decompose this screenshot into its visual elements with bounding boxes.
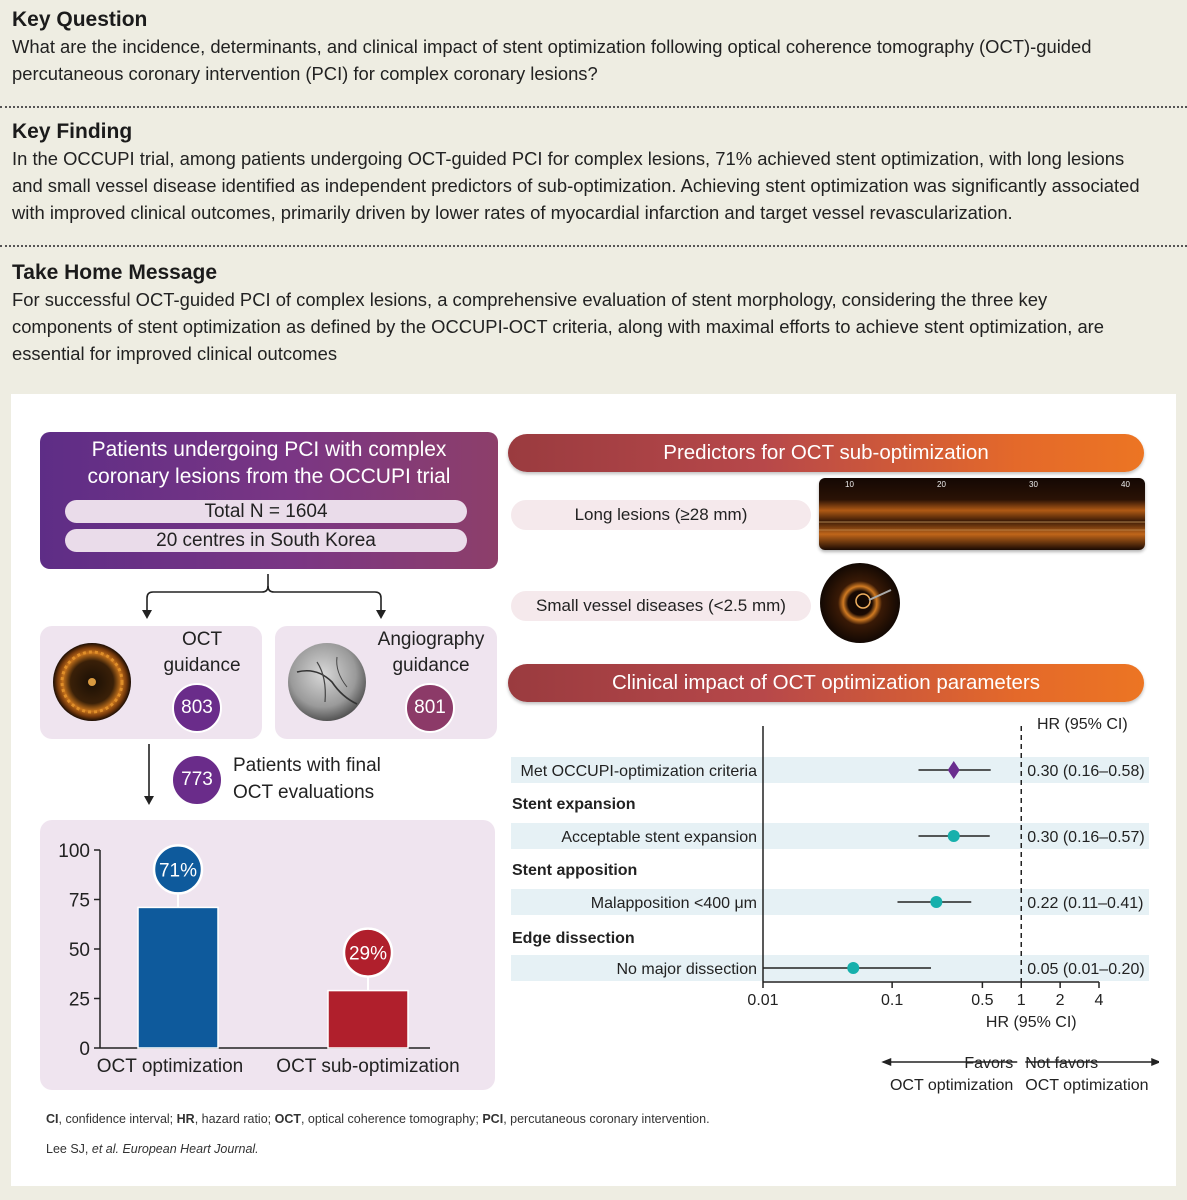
oct-guidance-count: 803: [172, 683, 222, 733]
favors-left-line2: OCT optimization: [889, 1077, 1014, 1094]
long-lesions-pill: Long lesions (≥28 mm): [511, 500, 811, 530]
favors-right-line1: Not favors: [1025, 1055, 1099, 1072]
divider: [0, 245, 1187, 247]
patients-line2: coronary lesions from the OCCUPI trial: [87, 465, 451, 488]
key-question-section: [12, 7, 1177, 87]
long-lesion-oct-image: [819, 478, 1145, 550]
citation: Lee SJ, et al. European Heart Journal.: [46, 1142, 259, 1156]
favors-right-arrowhead: [1151, 1058, 1159, 1066]
x-axis-label: HR (95% CI): [985, 1014, 1077, 1031]
patients-line1: Patients undergoing PCI with complex: [91, 438, 447, 461]
angio-guidance-line2: guidance: [392, 655, 470, 676]
key-question-line1: What are the incidence, determinants, and clinical impact of stent optimization following optical coherence tomography (OCT)-guided: [12, 36, 1092, 57]
take-home-section: [12, 260, 1177, 367]
forest-row-label: Met OCCUPI-optimization criteria: [520, 763, 757, 780]
ruler-tick: 10: [845, 480, 854, 489]
favors-right-line2: OCT optimization: [1025, 1077, 1149, 1094]
key-finding-line1: In the OCCUPI trial, among patients undergoing OCT-guided PCI for complex lesions, 71% achieved stent optimization, with long lesions: [12, 148, 1125, 169]
flow-connector: [131, 572, 401, 622]
key-question-line2: percutaneous coronary intervention (PCI) for complex coronary lesions?: [12, 63, 598, 84]
total-n-pill: Total N = 1604: [65, 500, 467, 523]
forest-group-label: Stent apposition: [512, 862, 638, 879]
key-question-title: Key Question: [12, 8, 148, 31]
y-tick-label: 75: [68, 890, 90, 912]
key-finding-line2: and small vessel disease identified as independent predictors of sub-optimization. Achieving stent optimization was significantly associated: [12, 175, 1140, 196]
key-finding-section: [12, 119, 1177, 226]
bar-category-label: OCT sub-optimization: [276, 1056, 460, 1077]
hr-point: [948, 830, 960, 842]
bar-value-label: 71%: [158, 860, 198, 882]
take-home-line2: components of stent optimization as defined by the OCCUPI-OCT criteria, along with maximal efforts to achieve stent optimization, are: [12, 316, 1105, 337]
y-tick-label: 25: [68, 989, 90, 1011]
hr-header: HR (95% CI): [1037, 716, 1128, 733]
take-home-line1: For successful OCT-guided PCI of complex lesions, a comprehensive evaluation of stent morphology, considering the three key: [12, 289, 1048, 310]
figure-panel: [11, 394, 1176, 1186]
hr-point: [930, 896, 942, 908]
forest-group-label: Stent expansion: [512, 796, 636, 813]
x-tick-label: 0.01: [747, 992, 779, 1009]
clinical-banner: Clinical impact of OCT optimization parameters: [508, 664, 1144, 702]
oct-image-icon: [52, 642, 132, 722]
bar-value-label: 29%: [348, 943, 388, 965]
final-eval-line1: Patients with final: [233, 755, 381, 776]
favors-left-line1: Favors: [964, 1055, 1014, 1072]
final-eval-count: 773: [171, 754, 223, 806]
oct-ruler: [819, 478, 1145, 550]
ruler-tick: 20: [937, 480, 946, 489]
patients-box: [40, 432, 498, 569]
y-tick-label: 0: [79, 1039, 90, 1060]
forest-row-label: Acceptable stent expansion: [561, 829, 757, 846]
y-tick-label: 100: [58, 841, 90, 862]
hr-point: [847, 962, 859, 974]
take-home-line3: essential for improved clinical outcomes: [12, 343, 338, 364]
optimization-bar-chart: [40, 820, 495, 1090]
y-tick-label: 50: [68, 940, 90, 961]
hr-ci-text: 0.30 (0.16–0.58): [1027, 763, 1145, 780]
forest-row-label: No major dissection: [616, 961, 757, 978]
predictors-banner: Predictors for OCT sub-optimization: [508, 434, 1144, 472]
x-tick-label: 0.1: [881, 992, 904, 1009]
final-eval-line2: OCT evaluations: [233, 782, 375, 803]
forest-plot: [499, 712, 1159, 1112]
forest-row-label: Malapposition <400 μm: [590, 895, 757, 912]
hr-ci-text: 0.05 (0.01–0.20): [1027, 961, 1145, 978]
bar-chart-box: [40, 820, 495, 1090]
take-home-title: Take Home Message: [12, 261, 218, 284]
bar-category-label: OCT optimization: [96, 1056, 244, 1077]
oct-guidance-box: [40, 626, 262, 739]
angio-guidance-line1: Angiography: [377, 629, 485, 650]
angio-guidance-count: 801: [405, 683, 455, 733]
divider: [0, 106, 1187, 108]
x-tick-label: 4: [1094, 992, 1104, 1009]
x-tick-label: 1: [1016, 992, 1026, 1009]
centres-pill: 20 centres in South Korea: [65, 529, 467, 552]
small-vessel-oct-image: [819, 562, 901, 644]
bar: [328, 991, 408, 1048]
bar: [138, 907, 218, 1048]
forest-group-label: Edge dissection: [512, 930, 635, 947]
ruler-tick: 30: [1029, 480, 1038, 489]
oct-guidance-line2: guidance: [163, 655, 241, 676]
abbreviations-footnote: CI, confidence interval; HR, hazard ratio; OCT, optical coherence tomography; PCI, percutaneous coronary intervention.: [46, 1112, 710, 1126]
x-tick-label: 0.5: [971, 992, 994, 1009]
key-finding-line3: with improved clinical outcomes, primarily driven by lower rates of myocardial infarction and target vessel revascularization.: [12, 202, 1013, 223]
angio-guidance-box: [275, 626, 497, 739]
ruler-tick: 40: [1121, 480, 1130, 489]
down-arrow: [141, 744, 157, 808]
x-tick-label: 2: [1055, 992, 1065, 1009]
oct-guidance-line1: OCT: [181, 629, 223, 650]
favors-left-arrowhead: [881, 1058, 891, 1066]
hr-ci-text: 0.22 (0.11–0.41): [1027, 895, 1144, 912]
hr-ci-text: 0.30 (0.16–0.57): [1027, 829, 1145, 846]
key-finding-title: Key Finding: [12, 120, 133, 143]
angiography-image-icon: [287, 642, 367, 722]
small-vessel-pill: Small vessel diseases (<2.5 mm): [511, 591, 811, 621]
